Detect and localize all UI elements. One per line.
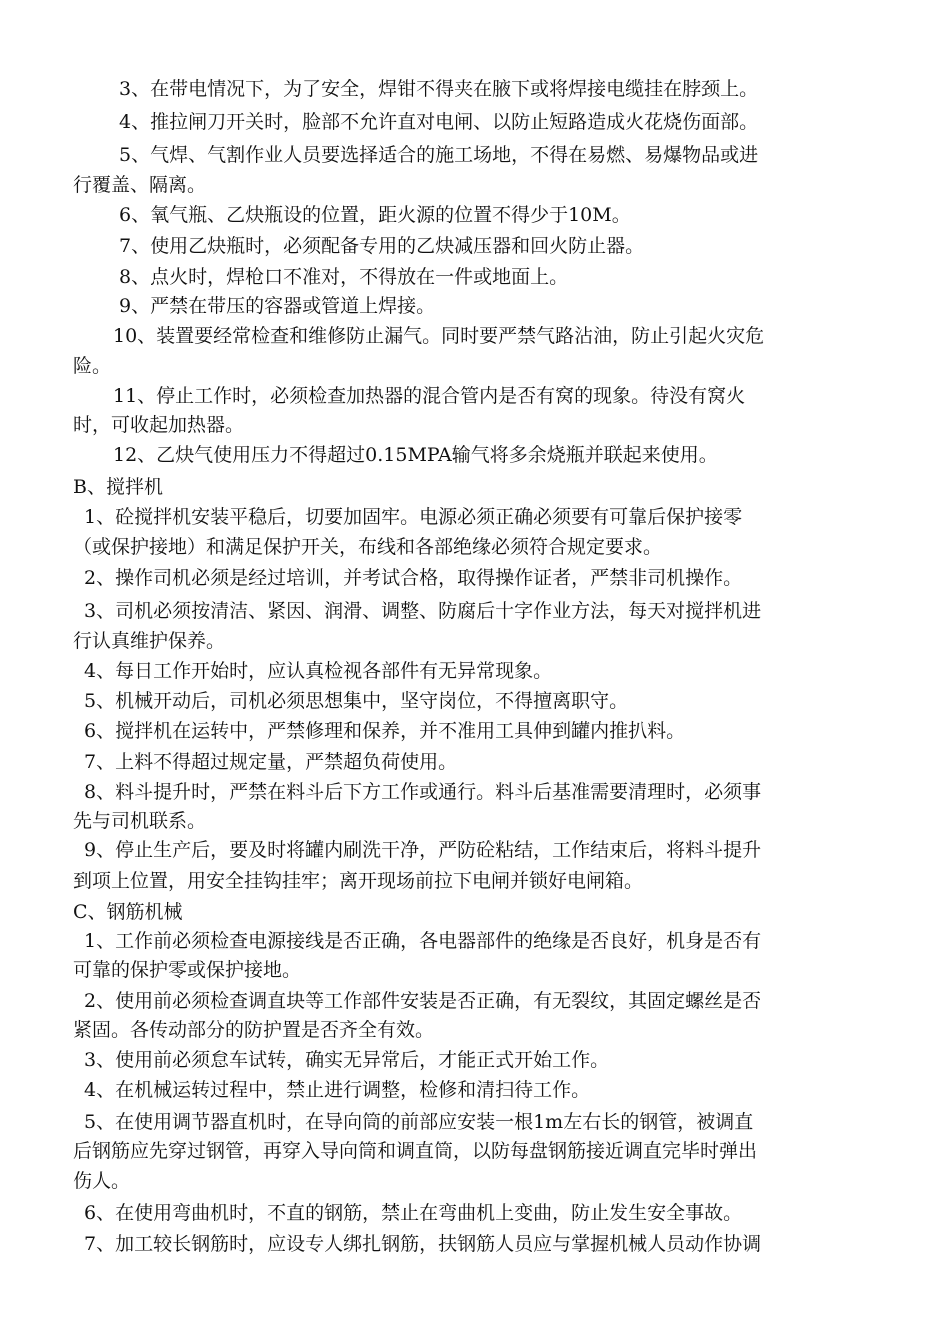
text-line: 2、操作司机必须是经过培训，并考试合格，取得操作证者，严禁非司机操作。 — [84, 567, 743, 589]
text-line: 时，可收起加热器。 — [73, 414, 245, 436]
text-line: 后钢筋应先穿过钢管，再穿入导向筒和调直筒，以防每盘钢筋接近调直完毕时弹出 — [73, 1140, 758, 1162]
text-line: 1、砼搅拌机安装平稳后，切要加固牢。电源必须正确必须要有可靠后保护接零 — [84, 506, 743, 528]
section-heading: C、钢筋机械 — [73, 901, 183, 923]
text-line: 5、机械开动后，司机必须思想集中，坚守岗位，不得擅离职守。 — [84, 690, 629, 712]
text-line: 12、乙炔气使用压力不得超过0.15MPA输气将多余烧瓶并联起来使用。 — [113, 444, 718, 466]
text-line: 5、气焊、气割作业人员要选择适合的施工场地，不得在易燃、易爆物品或进 — [119, 144, 759, 166]
text-line: 伤人。 — [73, 1170, 131, 1192]
text-line: 4、推拉闸刀开关时，脸部不允许直对电闸、以防止短路造成火花烧伤面部。 — [119, 111, 759, 133]
text-line: 先与司机联系。 — [73, 810, 207, 832]
text-line: 1、工作前必须检查电源接线是否正确，各电器部件的绝缘是否良好，机身是否有 — [84, 930, 762, 952]
text-line: 可靠的保护零或保护接地。 — [73, 959, 302, 981]
text-line: 7、使用乙炔瓶时，必须配备专用的乙炔减压器和回火防止器。 — [119, 235, 645, 257]
text-line: 6、氧气瓶、乙炔瓶设的位置，距火源的位置不得少于10M。 — [119, 204, 631, 226]
text-line: 8、料斗提升时，严禁在料斗后下方工作或通行。料斗后基准需要清理时，必须事 — [84, 781, 762, 803]
text-line: （或保护接地）和满足保护开关，布线和各部绝缘必须符合规定要求。 — [73, 536, 663, 558]
text-line: 行认真维护保养。 — [73, 630, 226, 652]
text-line: 3、在带电情况下，为了安全，焊钳不得夹在腋下或将焊接电缆挂在脖颈上。 — [119, 78, 759, 100]
text-line: 险。 — [73, 355, 112, 377]
text-line: 6、搅拌机在运转中，严禁修理和保养，并不准用工具伸到罐内推扒料。 — [84, 720, 686, 742]
text-line: 4、每日工作开始时，应认真检视各部件有无异常现象。 — [84, 660, 553, 682]
text-line: 2、使用前必须检查调直块等工作部件安装是否正确，有无裂纹，其固定螺丝是否 — [84, 990, 762, 1012]
text-line: 9、严禁在带压的容器或管道上焊接。 — [119, 295, 436, 317]
text-line: 3、使用前必须怠车试转，确实无异常后，才能正式开始工作。 — [84, 1049, 610, 1071]
text-line: 3、司机必须按清洁、紧因、润滑、调整、防腐后十字作业方法，每天对搅拌机进 — [84, 600, 762, 622]
text-line: 到项上位置，用安全挂钩挂牢；离开现场前拉下电闸并锁好电闸箱。 — [73, 870, 644, 892]
text-line: 6、在使用弯曲机时，不直的钢筋，禁止在弯曲机上变曲，防止发生安全事故。 — [84, 1202, 743, 1224]
text-line: 7、上料不得超过规定量，严禁超负荷使用。 — [84, 751, 458, 773]
text-line: 4、在机械运转过程中，禁止进行调整，检修和清扫待工作。 — [84, 1079, 591, 1101]
text-line: 紧固。各传动部分的防护置是否齐全有效。 — [73, 1019, 435, 1041]
text-line: 5、在使用调节器直机时，在导向筒的前部应安装一根1m左右长的钢管，被调直 — [84, 1111, 754, 1133]
text-line: 8、点火时，焊枪口不准对，不得放在一件或地面上。 — [119, 266, 569, 288]
text-line: 9、停止生产后，要及时将罐内刷洗干净，严防砼粘结，工作结束后，将料斗提升 — [84, 839, 762, 861]
text-line: 10、装置要经常检查和维修防止漏气。同时要严禁气路沾油，防止引起火灾危 — [113, 325, 765, 347]
text-line: 11、停止工作时，必须检查加热器的混合管内是否有窝的现象。待没有窝火 — [113, 385, 746, 407]
text-line: 7、加工较长钢筋时，应设专人绑扎钢筋，扶钢筋人员应与掌握机械人员动作协调 — [84, 1233, 762, 1255]
section-heading: B、搅拌机 — [73, 476, 163, 498]
text-line: 行覆盖、隔离。 — [73, 174, 207, 196]
